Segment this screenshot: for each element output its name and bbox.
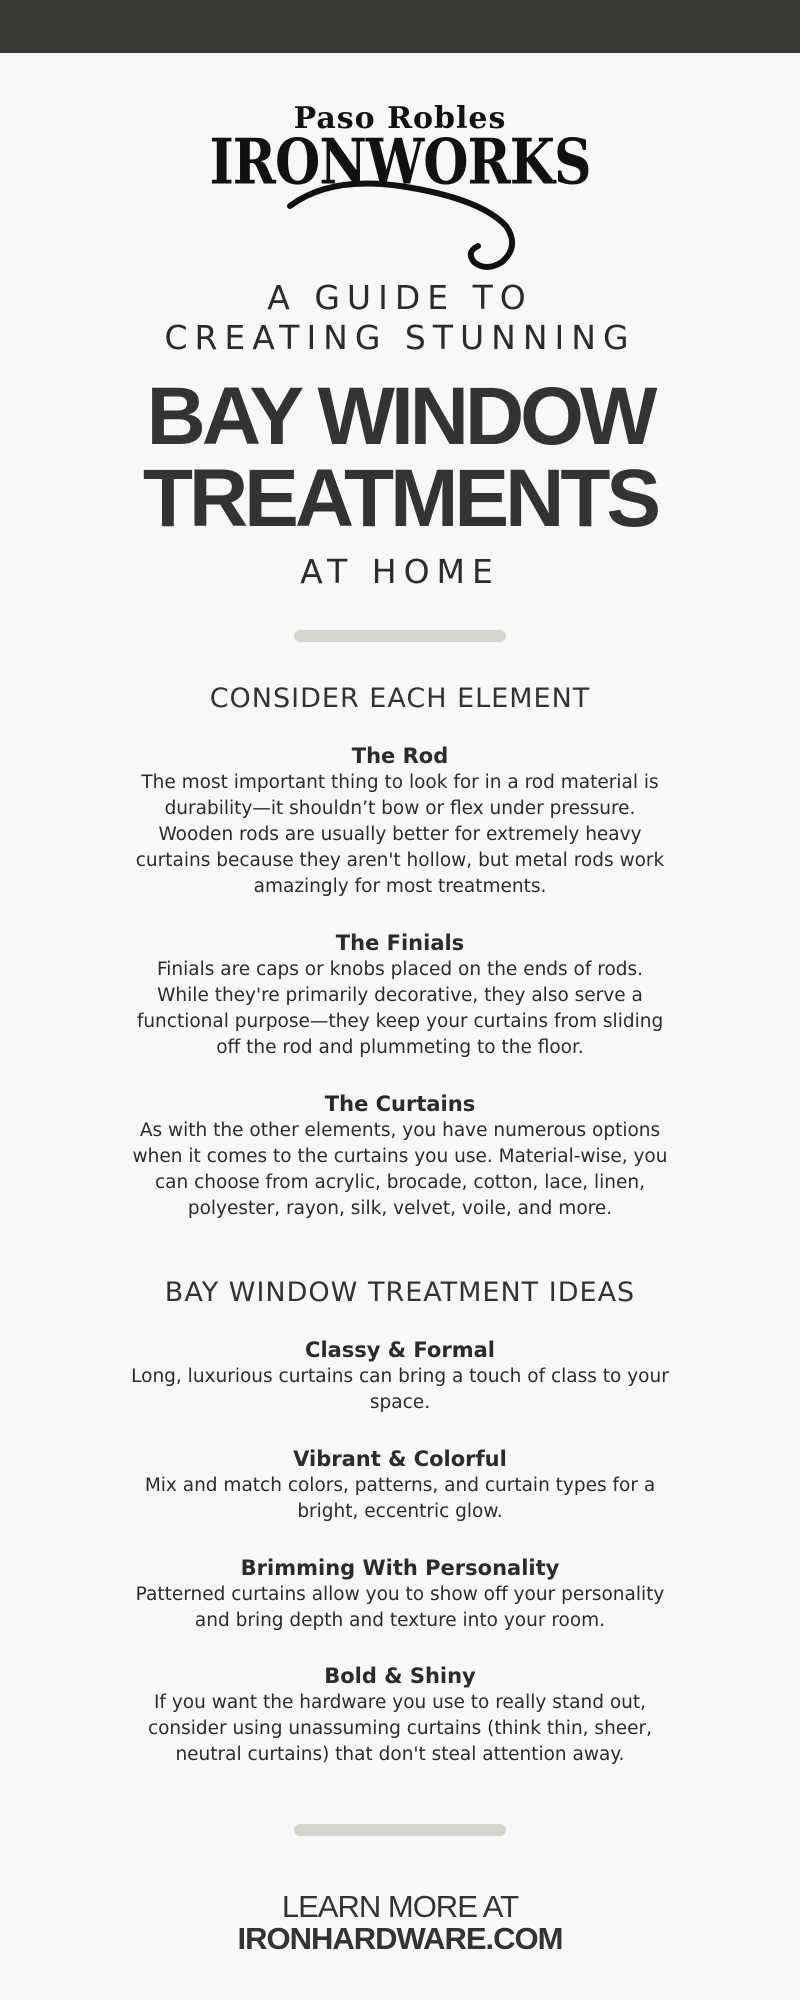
item-the-finials: [0, 929, 800, 1061]
logo-swash-icon: [270, 146, 530, 276]
logo-line2: IRONWORKS: [209, 125, 591, 199]
guide-heading: [0, 278, 800, 358]
item-title: Brimming With Personality: [240, 1556, 560, 1580]
logo: [0, 101, 800, 199]
main-title: [0, 371, 800, 544]
item-vibrant-colorful: [0, 1445, 800, 1525]
title-line2: TREATMENTS: [142, 453, 658, 544]
subtitle: AT HOME: [300, 552, 500, 591]
item-the-rod: [0, 742, 800, 900]
item-text: Patterned curtains allow you to show off your personality and bring depth and texture into your room.: [135, 1584, 665, 1631]
item-text: Long, luxurious curtains can bring a touch of class to your space.: [131, 1366, 669, 1413]
item-title: Classy & Formal: [305, 1338, 495, 1362]
item-title: Vibrant & Colorful: [293, 1447, 507, 1471]
item-the-curtains: [0, 1090, 800, 1222]
guide-line2: CREATING STUNNING: [164, 318, 636, 357]
footer-line1: LEARN MORE AT: [281, 1889, 519, 1924]
item-bold-shiny: [0, 1662, 800, 1768]
item-title: The Curtains: [324, 1092, 476, 1116]
divider-top: [294, 630, 506, 642]
item-title: The Rod: [351, 744, 449, 768]
section-title-consider: CONSIDER EACH ELEMENT: [209, 683, 591, 714]
section-title-ideas: BAY WINDOW TREATMENT IDEAS: [164, 1277, 636, 1308]
item-text: As with the other elements, you have numerous options when it comes to the curtains you use. Material-wise, you can choose from acrylic, brocade, cotton, lace, linen, polyester, rayon, silk, velvet, voile, and more.: [132, 1120, 668, 1219]
top-bar: [0, 0, 800, 53]
item-brimming-personality: [0, 1554, 800, 1634]
title-line1: BAY WINDOW: [146, 371, 654, 462]
logo-line1: Paso Robles: [293, 101, 507, 136]
divider-bottom: [294, 1824, 506, 1836]
item-classy-formal: [0, 1336, 800, 1416]
item-title: The Finials: [335, 931, 465, 955]
item-text: The most important thing to look for in a rod material is durability—it shouldn’t bow or flex under pressure. Wooden rods are usually better for extremely heavy curtains because they aren't hollow, but metal rods work amazingly for most treatments.: [135, 772, 665, 897]
item-text: Finials are caps or knobs placed on the ends of rods. While they're primarily decorative, they also serve a functional purpose—they keep your curtains from sliding off the rod and plummeting to the floor.: [136, 959, 664, 1058]
footer-link[interactable]: IRONHARDWARE.COM: [237, 1921, 563, 1956]
item-text: If you want the hardware you use to really stand out, consider using unassuming curtains (think thin, sheer, neutral curtains) that don't steal attention away.: [147, 1692, 653, 1765]
item-text: Mix and match colors, patterns, and curtain types for a bright, eccentric glow.: [144, 1475, 656, 1522]
item-title: Bold & Shiny: [324, 1664, 476, 1688]
guide-line1: A GUIDE TO: [267, 278, 533, 317]
